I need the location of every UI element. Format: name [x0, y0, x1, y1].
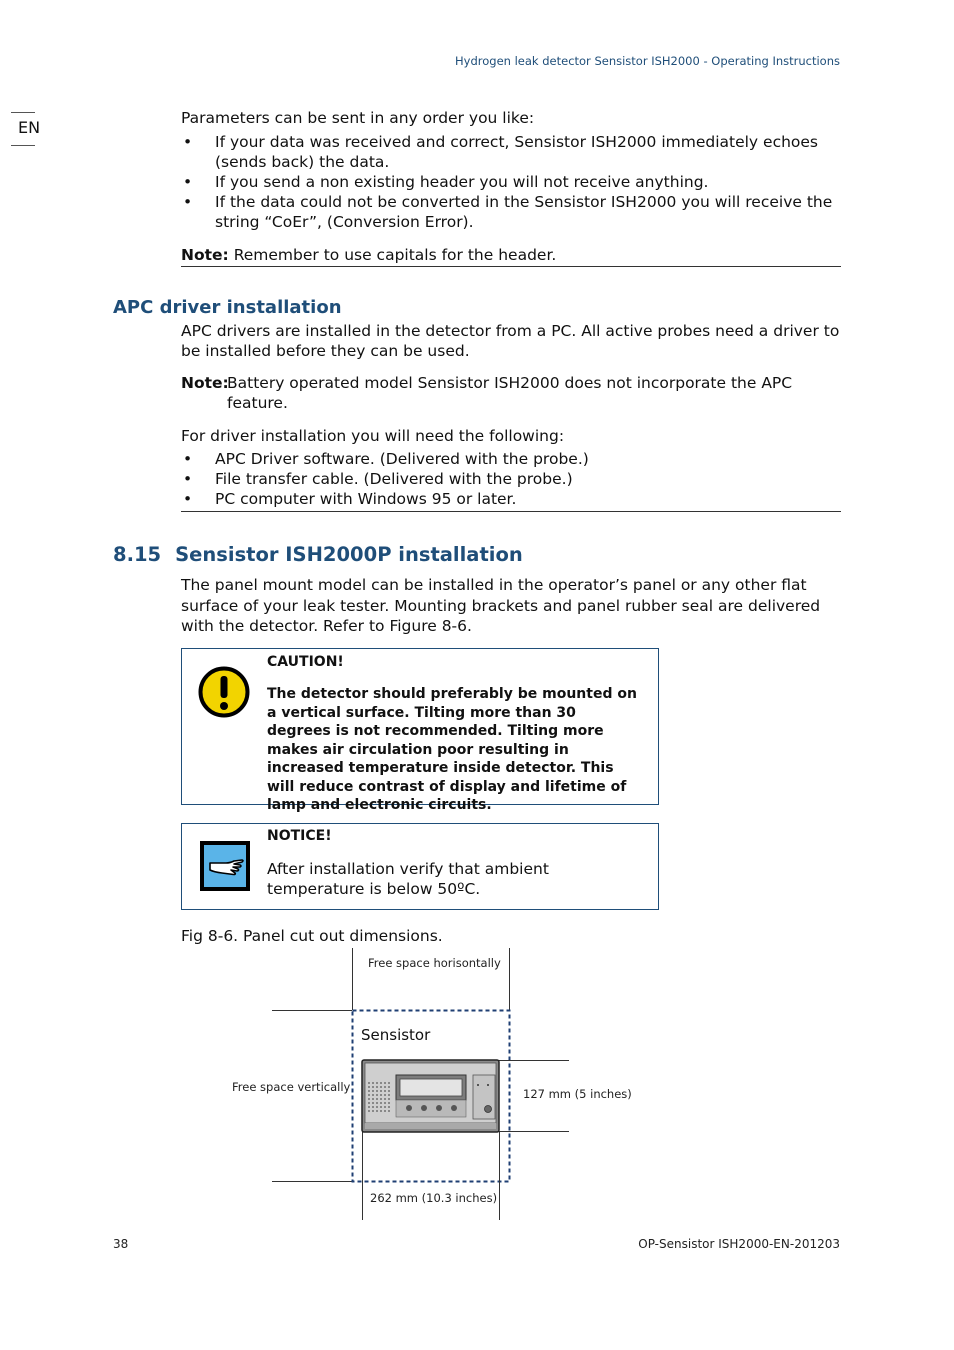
width-dimension-label: 262 mm (10.3 inches): [370, 1191, 498, 1205]
section-paragraph: The panel mount model can be installed in the operator’s panel or any other flat surface of your leak tester. Mounting brackets and panel rubber seal are delivered with the detector. Refer to Figure 8-6.: [181, 576, 821, 635]
free-space-vertical-label: Free space vertically: [232, 1080, 351, 1094]
apc-heading: APC driver installation: [113, 297, 342, 318]
list-item: • If your data was received and correct, Sensistor ISH2000 immediately echoes (sends back) the data.: [181, 132, 841, 172]
notice-title: NOTICE!: [267, 828, 332, 844]
list-item: • If the data could not be converted in the Sensistor ISH2000 you will receive the string “CoEr”, (Conversion Error).: [181, 192, 841, 232]
list-item: • If you send a non existing header you will not receive anything.: [181, 172, 841, 192]
notice-text: After installation verify that ambient temperature is below 50ºC.: [267, 860, 549, 898]
list-item: • PC computer with Windows 95 or later.: [181, 489, 841, 509]
list-item: • APC Driver software. (Delivered with the probe.): [181, 449, 841, 469]
note-text: Battery operated model Sensistor ISH2000 does not incorporate the APC feature.: [227, 374, 793, 412]
header-separator: -: [699, 54, 712, 68]
lang-tab: EN: [18, 118, 41, 137]
page-number: 38: [113, 1237, 129, 1251]
note-label: Note:: [181, 374, 229, 392]
note-label: Note:: [181, 246, 229, 264]
caution-title: CAUTION!: [267, 654, 344, 670]
apc-need: For driver installation you will need the following:: [181, 427, 565, 445]
document-id: OP-Sensistor ISH2000-EN-201203: [638, 1237, 840, 1251]
detector-device: [362, 1060, 499, 1132]
header-title: Hydrogen leak detector Sensistor ISH2000: [455, 54, 700, 68]
apc-paragraph: APC drivers are installed in the detector from a PC. All active probes need a driver to be installed before they can be used.: [181, 322, 840, 360]
figure-caption: Fig 8-6. Panel cut out dimensions.: [181, 927, 443, 945]
height-dimension-label: 127 mm (5 inches): [523, 1087, 632, 1101]
caution-text: The detector should preferably be mounted on a vertical surface. Tilting more than 30 degrees is not recommended. Tilting more makes air circulation poor resulting in increased temperature inside detector. This will reduce contrast of display and lifetime of lamp and electronic circuits.: [267, 686, 637, 813]
free-space-horizontal-label: Free space horisontally: [368, 956, 501, 970]
note-text: Remember to use capitals for the header.: [233, 246, 557, 264]
device-brand-label: Sensistor: [361, 1026, 431, 1044]
section-number: 8.15: [113, 543, 162, 566]
list-item: • File transfer cable. (Delivered with the probe.): [181, 469, 841, 489]
header-subtitle: Operating Instructions: [711, 54, 840, 68]
params-intro: Parameters can be sent in any order you like:: [181, 109, 535, 127]
section-title: Sensistor ISH2000P installation: [175, 543, 523, 566]
